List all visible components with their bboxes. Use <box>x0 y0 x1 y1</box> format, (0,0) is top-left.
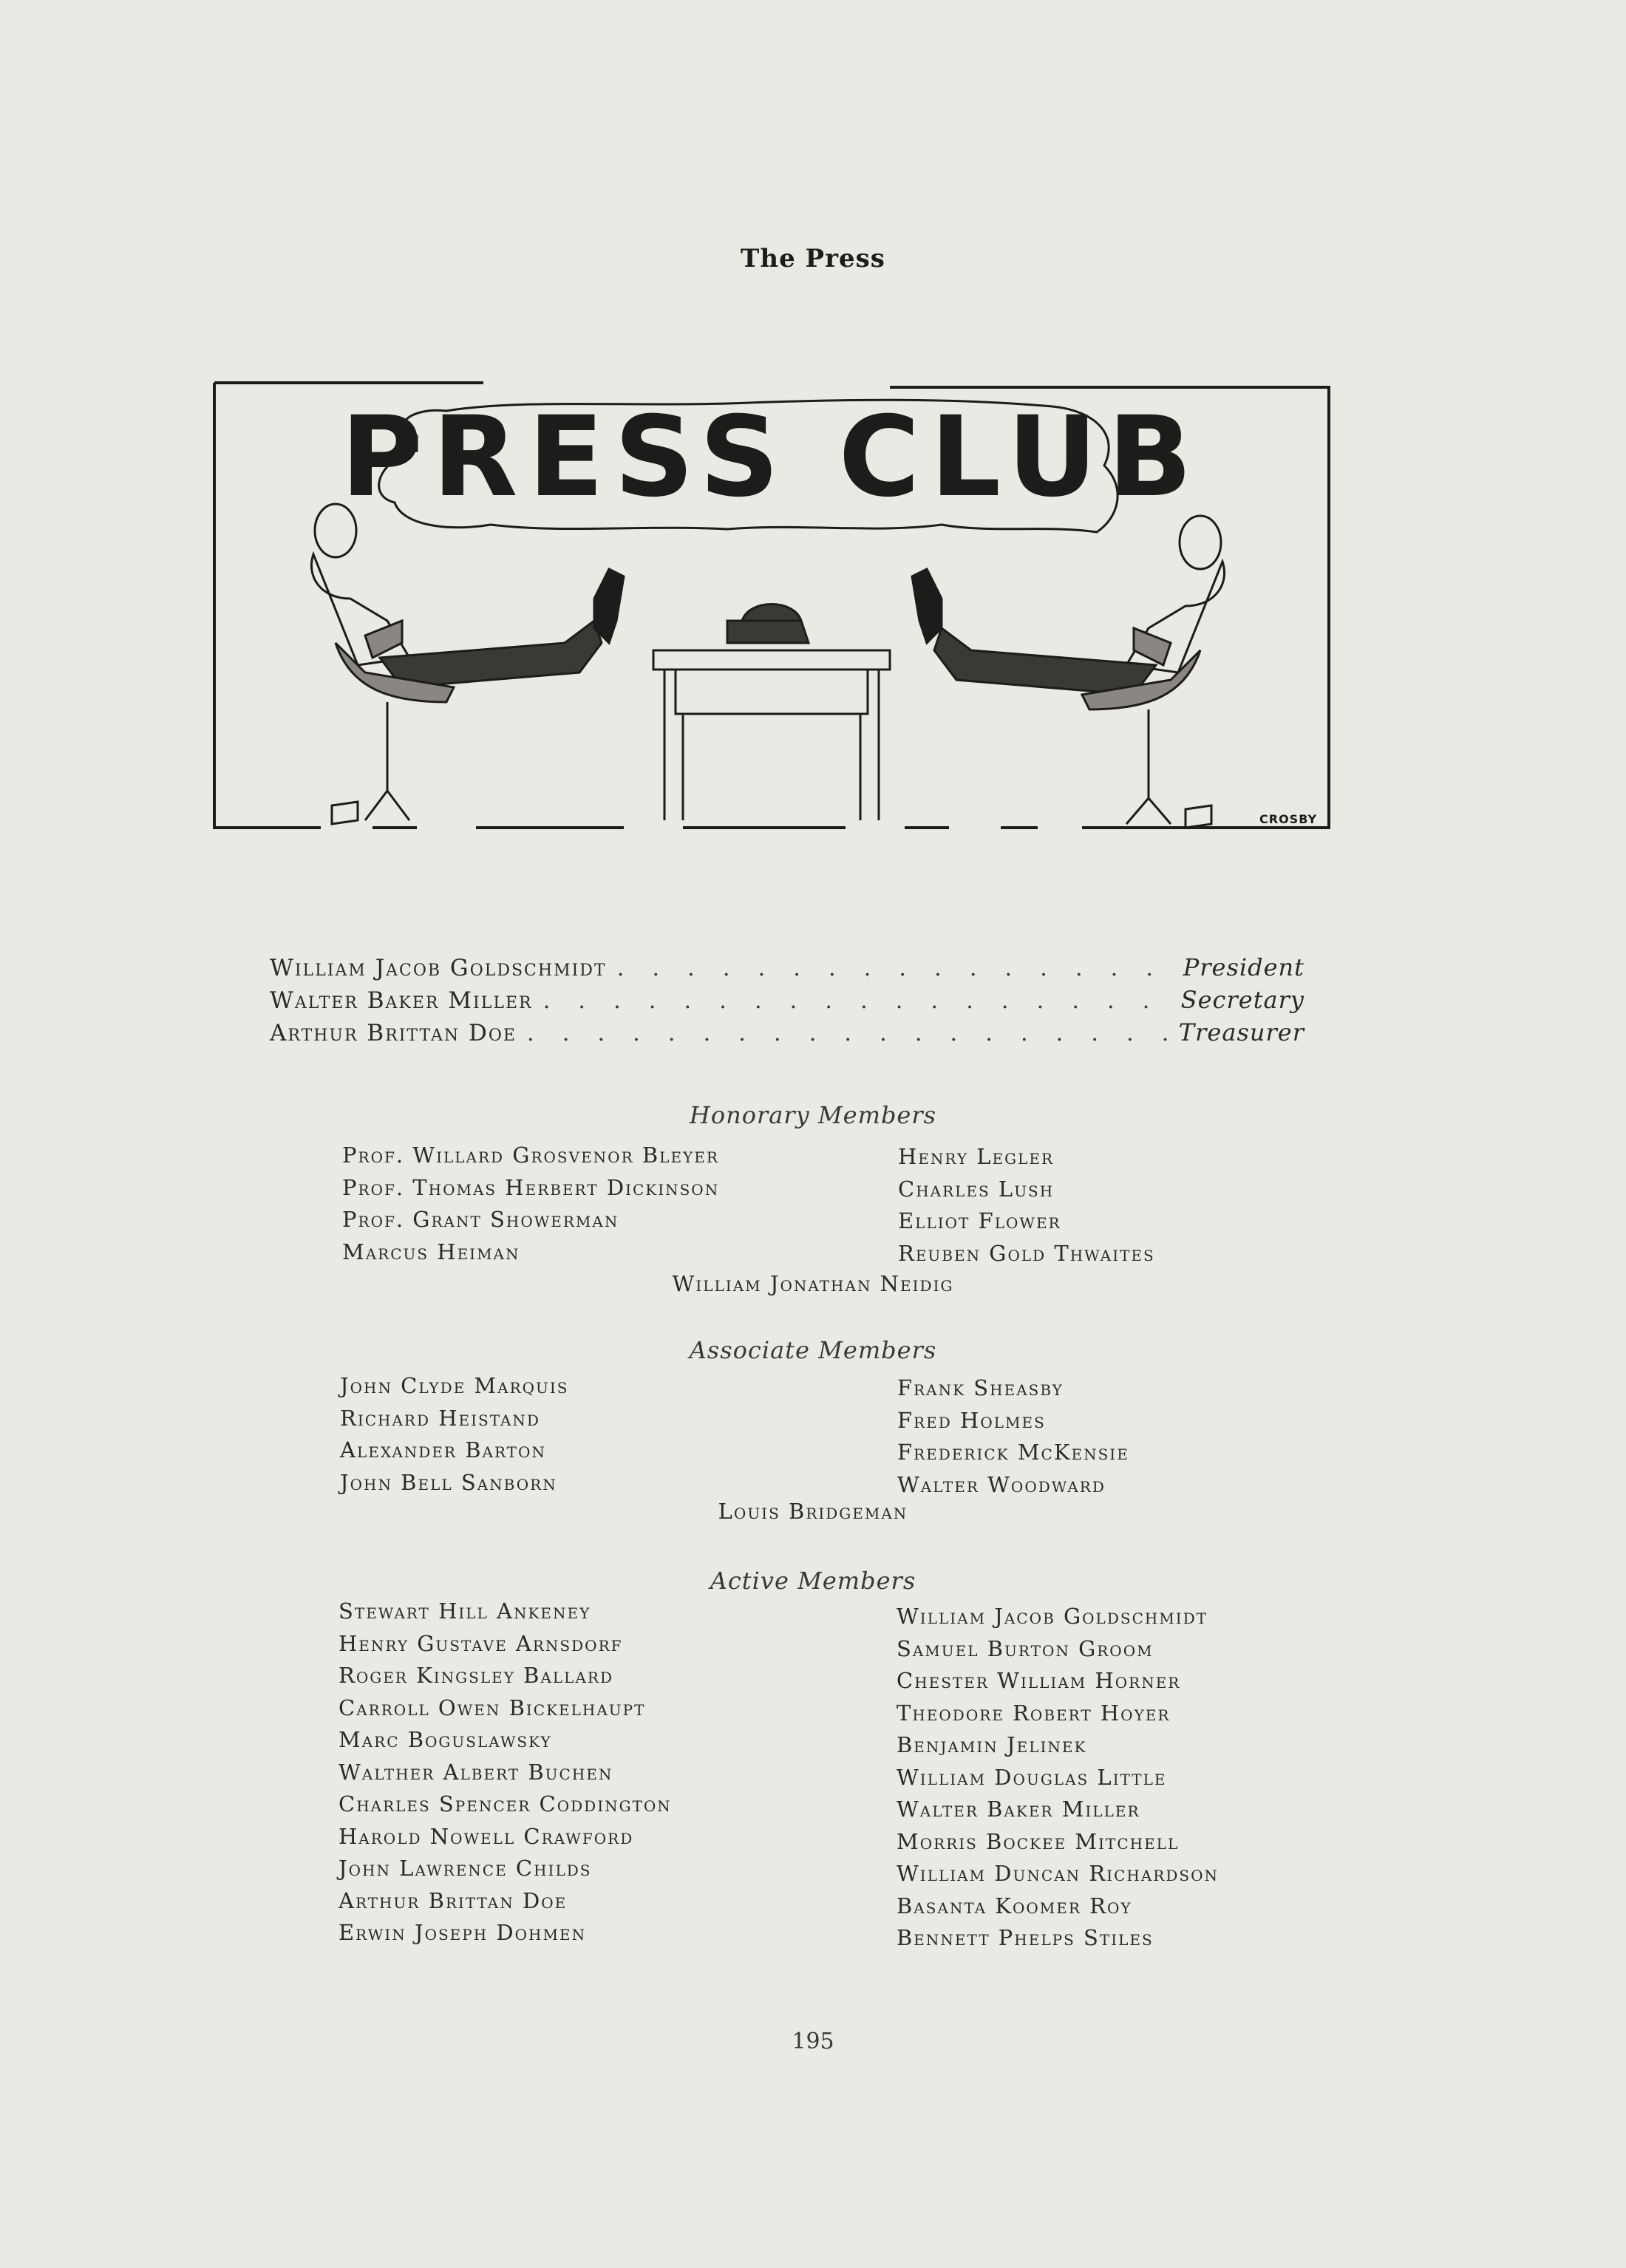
leader-dots <box>527 1020 1169 1046</box>
left-legs <box>380 621 602 687</box>
member-name: Elliot Flower <box>898 1208 1061 1233</box>
member-name: Frederick McKensie <box>897 1440 1129 1465</box>
member-name: Marc Boguslawsky <box>339 1727 552 1752</box>
member-name: Walther Albert Buchen <box>339 1759 613 1785</box>
member-name: John Clyde Marquis <box>340 1373 569 1398</box>
member-name: Erwin Joseph Dohmen <box>339 1920 587 1945</box>
associate-center-name: Louis Bridgeman <box>718 1499 908 1524</box>
right-shoes <box>912 569 942 643</box>
leader-dots <box>617 955 1173 981</box>
member-name: William Duncan Richardson <box>897 1861 1219 1886</box>
officer-name: Walter Baker Miller <box>270 987 533 1014</box>
member-name: Henry Gustave Arnsdorf <box>339 1630 623 1656</box>
member-name: Prof. Grant Showerman <box>342 1207 619 1232</box>
table-legs <box>664 670 879 820</box>
member-name: Arthur Brittan Doe <box>339 1887 568 1913</box>
right-torso <box>1126 562 1225 672</box>
active-right-column <box>897 1601 1219 1955</box>
left-smoker <box>311 504 624 824</box>
honorary-heading: Honorary Members <box>689 1101 937 1129</box>
right-spittoon <box>1186 806 1211 828</box>
member-name: Stewart Hill Ankeney <box>339 1598 591 1624</box>
member-name: Reuben Gold Thwaites <box>898 1240 1155 1266</box>
member-name: John Bell Sanborn <box>340 1469 557 1495</box>
member-name: Morris Bockee Mitchell <box>897 1828 1180 1854</box>
member-name: Benjamin Jelinek <box>897 1732 1087 1757</box>
table-top <box>653 650 890 670</box>
artist-signature: CROSBY <box>1259 812 1318 826</box>
member-name: Prof. Thomas Herbert Dickinson <box>342 1174 720 1200</box>
running-head: The Press <box>741 244 885 273</box>
officer-name: William Jacob Goldschmidt <box>270 955 607 981</box>
officers-list <box>270 953 1304 1051</box>
right-legs <box>934 628 1156 695</box>
press-club-illustration <box>210 377 1333 850</box>
table <box>653 605 890 821</box>
honorary-center-name: William Jonathan Neidig <box>672 1271 954 1296</box>
associate-left-column <box>340 1370 568 1499</box>
active-heading: Active Members <box>710 1567 916 1595</box>
active-left-column <box>339 1596 672 1949</box>
officer-row <box>270 1018 1304 1051</box>
member-name: Chester William Horner <box>897 1668 1181 1693</box>
member-name: Marcus Heiman <box>342 1239 520 1264</box>
left-shoes <box>594 569 624 643</box>
member-name: Charles Lush <box>898 1176 1055 1202</box>
member-name: Roger Kingsley Ballard <box>339 1663 613 1688</box>
officer-row <box>270 953 1304 986</box>
officer-title: Secretary <box>1180 986 1304 1014</box>
left-vest <box>365 621 402 658</box>
member-name: Fred Holmes <box>897 1407 1046 1433</box>
typewriter <box>727 605 809 644</box>
member-name: Prof. Willard Grosvenor Bleyer <box>342 1142 719 1168</box>
left-torso <box>311 554 409 665</box>
associate-right-column <box>897 1372 1129 1501</box>
member-name: Walter Baker Miller <box>897 1797 1140 1822</box>
member-name: Charles Spencer Coddington <box>339 1791 672 1816</box>
illustration-title: PRESS CLUB <box>341 393 1203 522</box>
left-chair-post <box>365 702 409 820</box>
right-chair-post <box>1126 709 1171 824</box>
officer-name: Arthur Brittan Doe <box>270 1020 517 1046</box>
member-name: Walter Woodward <box>897 1471 1106 1497</box>
left-spittoon <box>332 802 358 824</box>
member-name: Basanta Koomer Roy <box>897 1893 1132 1918</box>
honorary-right-column <box>898 1141 1155 1270</box>
associate-heading: Associate Members <box>689 1336 937 1364</box>
officer-title: Treasurer <box>1178 1018 1304 1046</box>
member-name: Theodore Robert Hoyer <box>897 1700 1171 1726</box>
member-name: Frank Sheasby <box>897 1375 1064 1400</box>
member-name: Harold Nowell Crawford <box>339 1823 634 1849</box>
member-name: Carroll Owen Bickelhaupt <box>339 1695 646 1720</box>
member-name: Alexander Barton <box>340 1437 546 1462</box>
page-number: 195 <box>792 2029 834 2054</box>
member-name: William Jacob Goldschmidt <box>897 1604 1208 1629</box>
member-name: Henry Legler <box>898 1144 1055 1169</box>
member-name: William Douglas Little <box>897 1764 1167 1790</box>
member-name: Bennett Phelps Stiles <box>897 1925 1154 1950</box>
right-head <box>1180 516 1221 569</box>
right-smoker <box>912 516 1225 828</box>
member-name: Samuel Burton Groom <box>897 1635 1154 1661</box>
member-name: John Lawrence Childs <box>339 1856 592 1881</box>
leader-dots <box>543 987 1171 1014</box>
member-name: Richard Heistand <box>340 1405 540 1431</box>
table-drawer <box>676 670 868 714</box>
officer-title: President <box>1183 953 1304 981</box>
officer-row <box>270 986 1304 1018</box>
press-club-drawing <box>210 377 1333 850</box>
honorary-left-column <box>342 1140 719 1268</box>
right-vest <box>1134 628 1171 665</box>
